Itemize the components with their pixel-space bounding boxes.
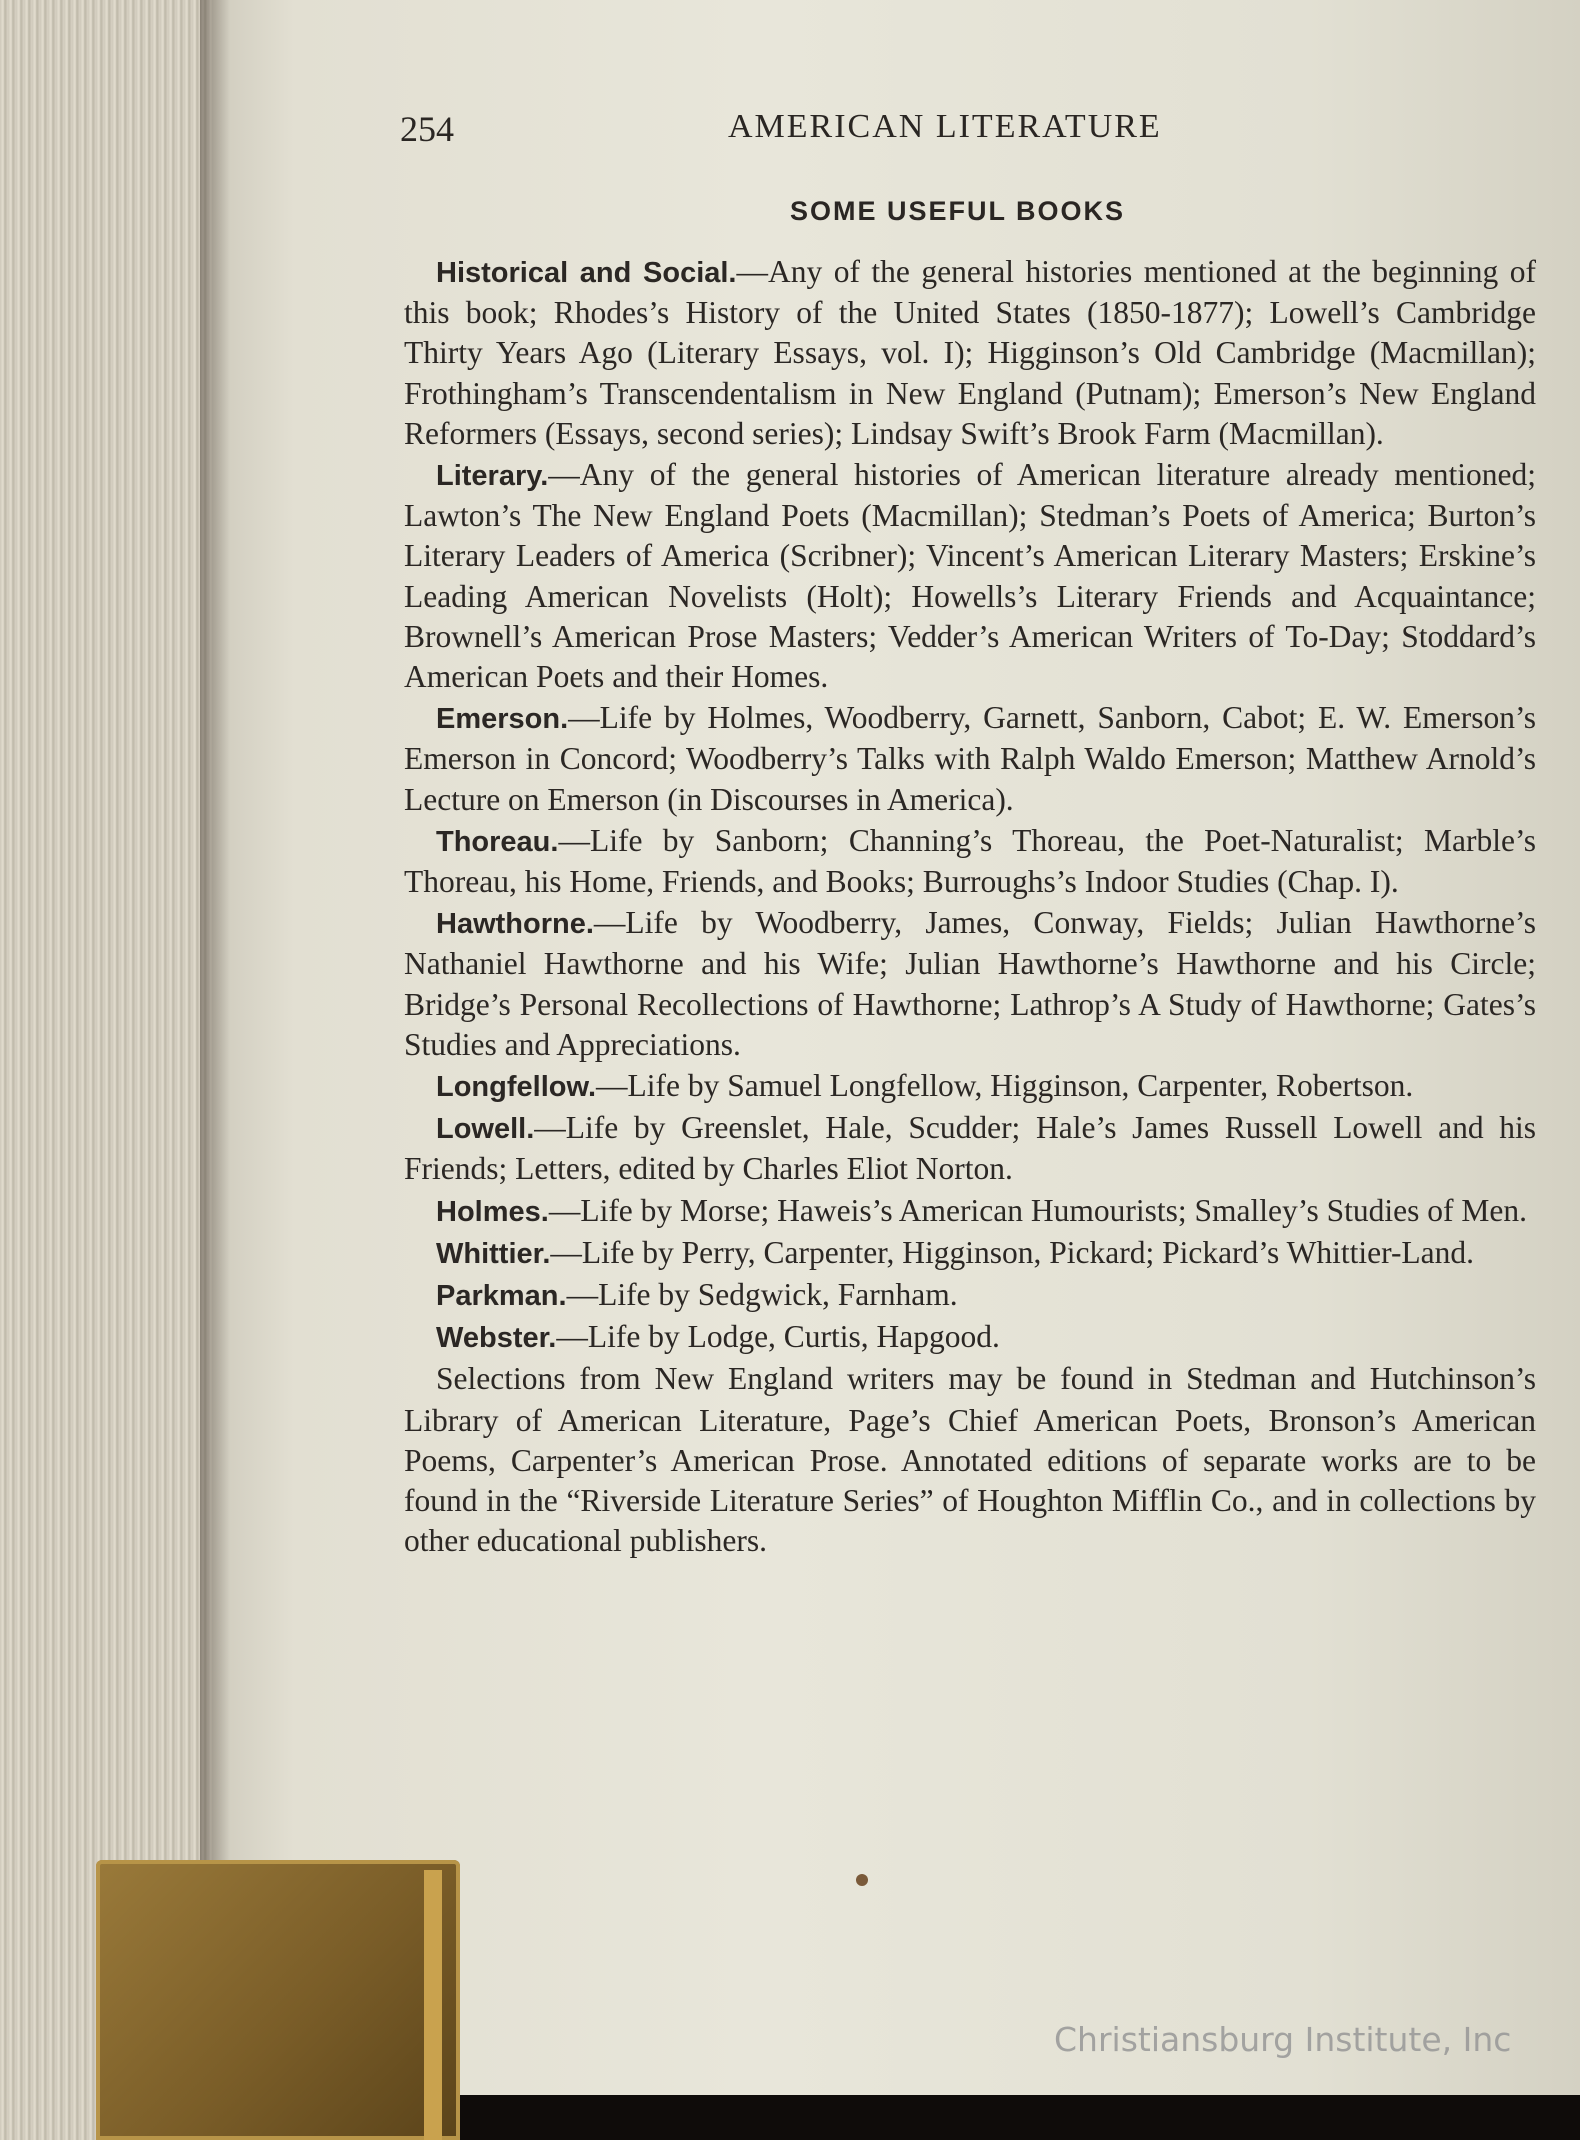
running-head — [400, 108, 1230, 158]
paragraph-text: —Life by Sanborn; Channing’s Thoreau, the Poet-Naturalist; Marble’s Thoreau, his Home, Friends, and Books; Burroughs’s Indoor Studies (Chap. I). — [404, 822, 1536, 900]
paragraph-emerson — [404, 698, 1536, 820]
paragraph-hawthorne — [404, 903, 1536, 1065]
paragraph-historical-social — [404, 252, 1536, 454]
paragraph-lead: Lowell. — [436, 1113, 535, 1146]
paragraph-lowell — [404, 1108, 1536, 1189]
watermark: Christiansburg Institute, Inc — [1054, 2020, 1512, 2059]
paragraph-holmes — [404, 1191, 1536, 1232]
paragraph-lead: Historical and Social. — [436, 257, 737, 289]
paragraph-selections — [404, 1359, 1536, 1561]
paragraph-lead: Whittier. — [436, 1237, 551, 1270]
running-title: AMERICAN LITERATURE — [728, 108, 1162, 145]
paragraph-text: —Any of the general histories mentioned at the beginning of this book; Rhodes’s History of the United States (1850-1877); Lowell’s Cambridge Thirty Years Ago (Literary Essays, vol. I); Higginson’s Old Cambridge (Macmillan); Frothingham’s Transcendentalism in New England (Putnam); Emerson’s New England Reformers (Essays, second series); Lindsay Swift’s Brook Farm (Macmillan). — [404, 254, 1536, 451]
section-heading: SOME USEFUL BOOKS — [790, 196, 1126, 226]
paragraph-longfellow — [404, 1066, 1536, 1107]
paragraph-lead: Emerson. — [436, 703, 569, 736]
paragraph-lead: Literary. — [436, 460, 549, 493]
paragraph-lead: Webster. — [436, 1322, 557, 1355]
page-number: 254 — [400, 109, 454, 149]
paragraph-webster — [404, 1317, 1536, 1358]
paragraph-literary — [404, 455, 1536, 697]
paragraph-text: —Any of the general histories of American literature already mentioned; Lawton’s The New England Poets (Macmillan); Stedman’s Poets of America; Burton’s Literary Leaders of America (Scribner); Vincent’s American Literary Masters; Erskine’s Leading American Novelists (Holt); Howells’s Literary Friends and Acquaintance; Brownell’s American Prose Masters; Vedder’s American Writers of To-Day; Stoddard’s American Poets and their Homes. — [404, 457, 1536, 695]
paragraph-lead: Holmes. — [436, 1195, 549, 1228]
paragraph-text: —Life by Greenslet, Hale, Scudder; Hale’s James Russell Lowell and his Friends; Letters, edited by Charles Eliot Norton. — [404, 1110, 1536, 1187]
paragraph-whittier — [404, 1233, 1536, 1274]
paragraph-parkman — [404, 1275, 1536, 1316]
page-stack-edge — [0, 0, 215, 2140]
paragraph-lead: Parkman. — [436, 1280, 567, 1313]
book-list-body — [404, 252, 1536, 1563]
paragraph-text: —Life by Sedgwick, Farnham. — [566, 1277, 958, 1313]
ornament-dot — [856, 1874, 868, 1886]
paragraph-text: —Life by Lodge, Curtis, Hapgood. — [556, 1319, 1000, 1355]
gutter-shadow — [200, 0, 230, 2140]
paragraph-text: Selections from New England writers may be found in Stedman and Hutchinson’s Library of American Literature, Page’s Chief American Poets, Bronson’s American Poems, Carpenter’s American Prose. Annotated editions of separate works are to be found in the “Riverside Literature Series” of Houghton Mifflin Co., and in collections by other educational publishers. — [404, 1361, 1536, 1559]
paragraph-lead: Hawthorne. — [436, 908, 594, 941]
paragraph-text: —Life by Woodberry, James, Conway, Fields; Julian Hawthorne’s Nathaniel Hawthorne and his Wife; Julian Hawthorne’s Hawthorne and his Circle; Bridge’s Personal Recollections of Hawthorne; Lathrop’s A Study of Hawthorne; Gates’s Studies and Appreciations. — [404, 905, 1536, 1062]
paragraph-lead: Thoreau. — [436, 825, 559, 858]
paragraph-text: —Life by Morse; Haweis’s American Humourists; Smalley’s Studies of Men. — [548, 1192, 1527, 1228]
paragraph-lead: Longfellow. — [436, 1071, 597, 1104]
paragraph-text: —Life by Samuel Longfellow, Higginson, Carpenter, Robertson. — [596, 1068, 1414, 1104]
paragraph-thoreau — [404, 821, 1536, 902]
paragraph-text: —Life by Holmes, Woodberry, Garnett, Sanborn, Cabot; E. W. Emerson’s Emerson in Concord; Woodberry’s Talks with Ralph Waldo Emerson; Matthew Arnold’s Lecture on Emerson (in Discourses in America). — [404, 700, 1536, 817]
paragraph-text: —Life by Perry, Carpenter, Higginson, Pickard; Pickard’s Whittier-Land. — [550, 1234, 1475, 1270]
page-clip-bookmark — [96, 1860, 460, 2140]
